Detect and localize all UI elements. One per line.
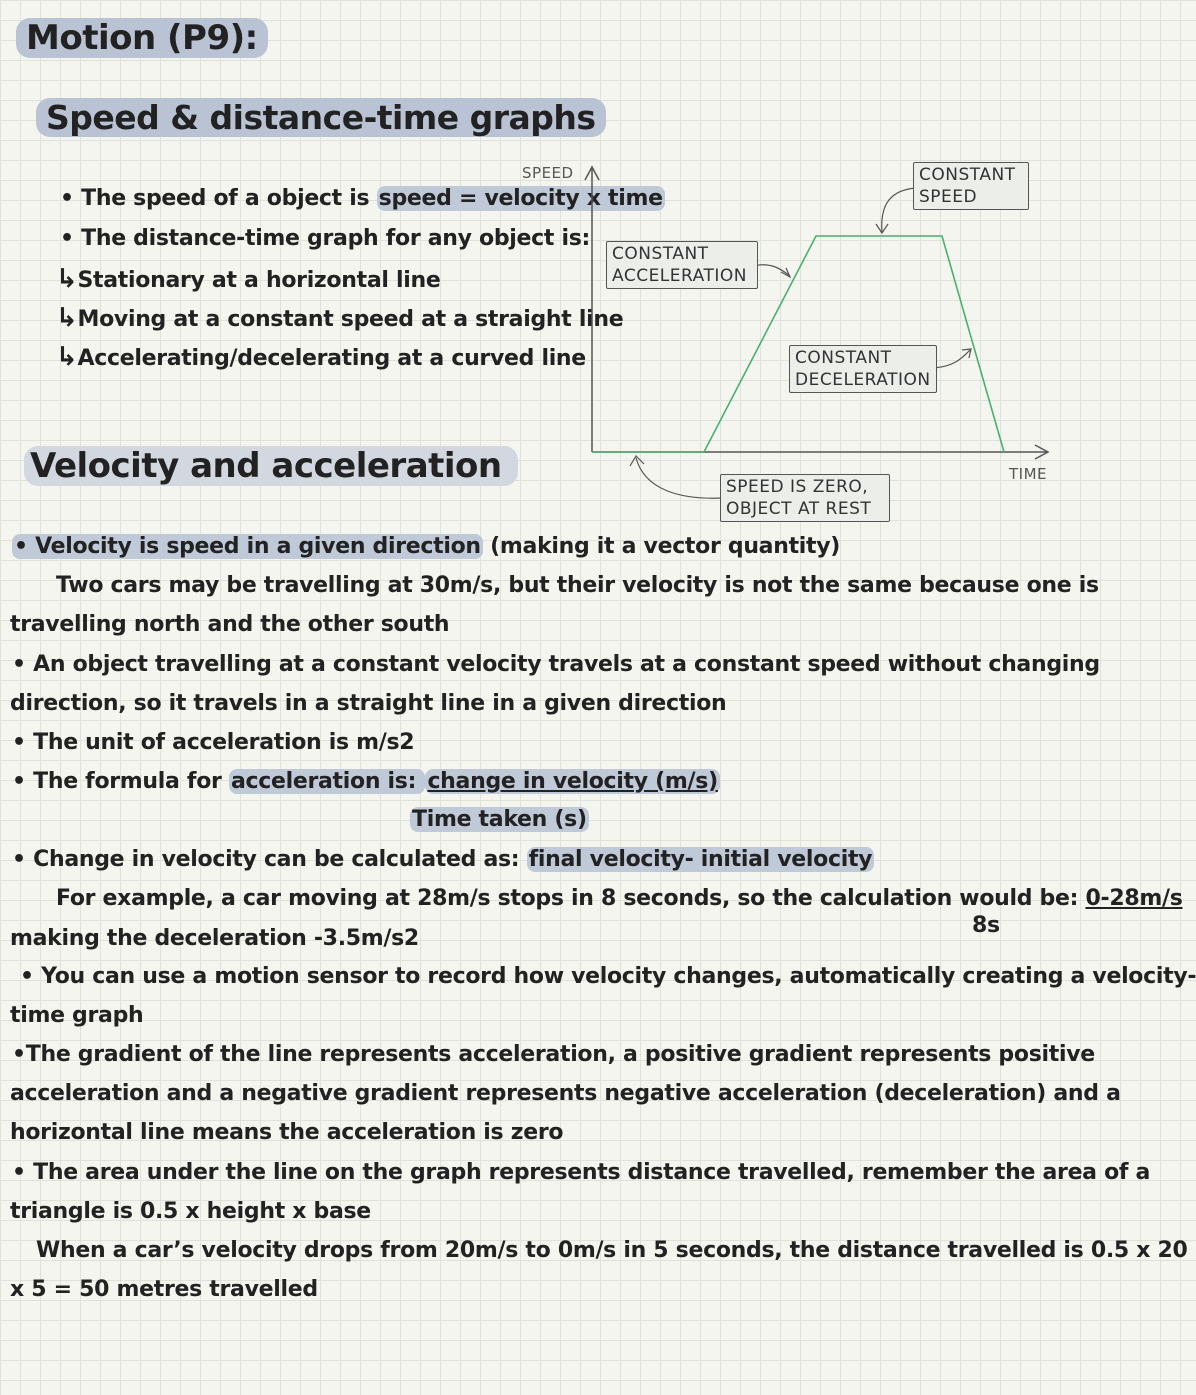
section-title-speed-graphs: Speed & distance-time graphs xyxy=(36,98,606,137)
line-deceleration-result: making the deceleration -3.5m/s2 xyxy=(10,926,419,951)
line-motion-sensor: • You can use a motion sensor to record how velocity changes, automatically creating a velocity- xyxy=(20,964,1196,989)
car-calculation-denominator: 8s xyxy=(972,913,1000,938)
line-car-calculation xyxy=(56,886,1183,911)
line-area-under-cont: triangle is 0.5 x height x base xyxy=(10,1199,371,1224)
label-speed-zero xyxy=(720,474,890,522)
line-cars-example: Two cars may be travelling at 30m/s, but their velocity is not the same because one is xyxy=(56,573,1099,598)
car-calculation-text: For example, a car moving at 28m/s stops in 8 seconds, so the calculation would be: xyxy=(56,886,1086,911)
section-title-velocity: Velocity and acceleration xyxy=(24,446,518,486)
box-line: OBJECT AT REST xyxy=(726,499,872,519)
line-constant-velocity-cont: direction, so it travels in a straight line in a given direction xyxy=(10,691,727,716)
box-line: SPEED IS ZERO, xyxy=(726,477,869,497)
line-gradient-cont1: acceleration and a negative gradient represents negative acceleration (deceleration) and a xyxy=(10,1081,1121,1106)
line-change-velocity xyxy=(12,847,874,872)
y-axis-label: SPEED xyxy=(522,164,574,182)
turn-arrow-icon: ↳ xyxy=(56,303,78,333)
label-constant-deceleration xyxy=(789,345,937,393)
change-velocity-highlight: final velocity- initial velocity xyxy=(528,847,873,872)
car-calculation-numerator: 0-28m/s xyxy=(1085,886,1183,911)
line-cars-example-cont: travelling north and the other south xyxy=(10,612,450,637)
change-velocity-prefix: • Change in velocity can be calculated as: xyxy=(12,847,527,872)
label-constant-acceleration xyxy=(606,241,758,289)
sub-item-label: Moving at a constant speed at a straight line xyxy=(77,307,624,332)
label-constant-speed xyxy=(913,162,1029,210)
bullet-speed-text: • The speed of a object is xyxy=(60,186,377,211)
x-axis-label: TIME xyxy=(1009,465,1048,483)
formula-numerator: change in velocity (m/s) xyxy=(427,769,718,794)
speed-time-graph xyxy=(0,0,1080,540)
bullet-distance-time: • The distance-time graph for any object is: xyxy=(60,226,591,251)
turn-arrow-icon: ↳ xyxy=(56,264,78,294)
box-line: CONSTANT xyxy=(919,165,1016,185)
box-line: SPEED xyxy=(919,187,978,207)
box-line: ACCELERATION xyxy=(612,266,747,286)
speed-formula-highlight: speed = velocity x time xyxy=(378,186,663,211)
velocity-definition-highlight: • Velocity is speed in a given direction xyxy=(14,534,481,559)
line-constant-velocity: • An object travelling at a constant velocity travels at a constant speed without changing xyxy=(12,652,1100,677)
sub-item-label: Stationary at a horizontal line xyxy=(77,268,441,293)
line-gradient-cont2: horizontal line means the acceleration is zero xyxy=(10,1120,564,1145)
line-gradient: •The gradient of the line represents acceleration, a positive gradient represents positive xyxy=(12,1042,1095,1067)
sub-item-label: Accelerating/decelerating at a curved line xyxy=(77,346,586,371)
formula-denominator xyxy=(410,807,589,832)
line-distance-example: When a car’s velocity drops from 20m/s to 0m/s in 5 seconds, the distance travelled is 0.5 x 20 xyxy=(36,1238,1188,1263)
line-velocity-definition xyxy=(12,534,840,559)
rest-pointer-arrow xyxy=(636,458,724,498)
box-line: CONSTANT xyxy=(795,348,892,368)
formula-prefix: • The formula for xyxy=(12,769,229,794)
line-area-under: • The area under the line on the graph represents distance travelled, remember the area of a xyxy=(12,1160,1151,1185)
box-line: CONSTANT xyxy=(612,244,709,264)
decel-pointer-arrow xyxy=(934,350,970,368)
velocity-definition-rest: (making it a vector quantity) xyxy=(482,534,841,559)
line-distance-example-cont: x 5 = 50 metres travelled xyxy=(10,1277,318,1302)
box-line: DECELERATION xyxy=(795,370,931,390)
page-title: Motion (P9): xyxy=(16,18,268,58)
line-motion-sensor-cont: time graph xyxy=(10,1003,144,1028)
formula-denominator-text: Time taken (s) xyxy=(412,807,587,832)
turn-arrow-icon: ↳ xyxy=(56,342,78,372)
line-acceleration-formula xyxy=(12,769,720,794)
formula-highlight: acceleration is: xyxy=(230,769,424,794)
line-unit-acceleration: • The unit of acceleration is m/s2 xyxy=(12,730,415,755)
